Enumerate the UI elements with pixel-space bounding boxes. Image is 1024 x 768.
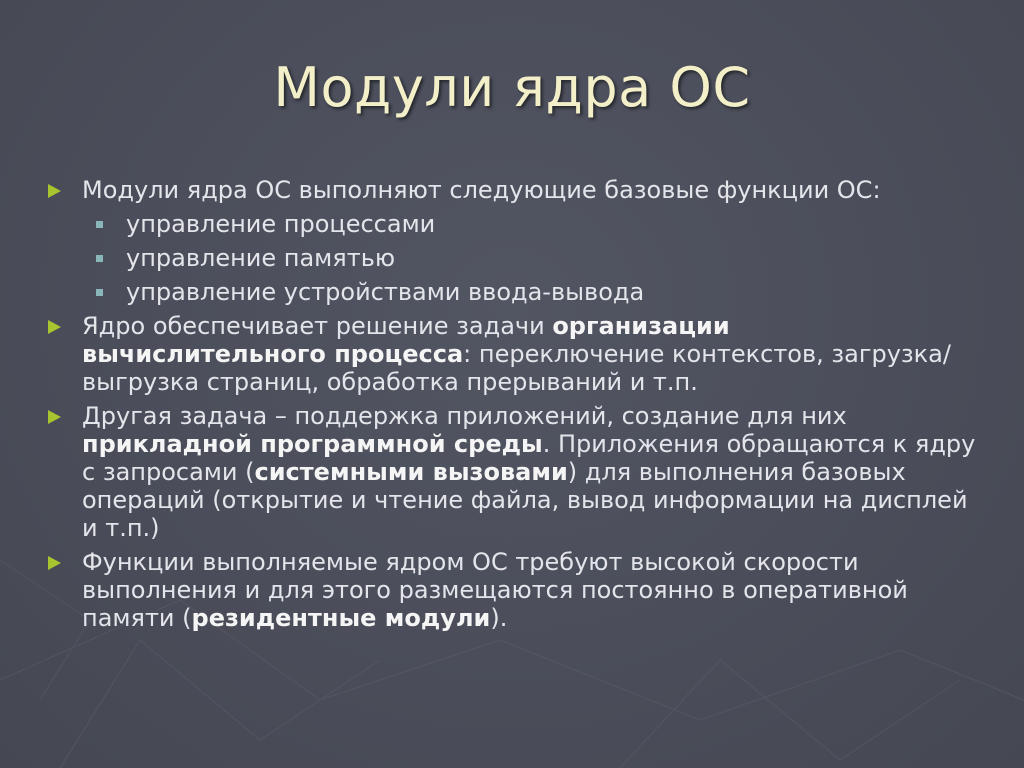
square-bullet-icon [96,255,103,262]
triangle-bullet-icon [48,410,61,424]
slide-title: Модули ядра ОС [273,56,751,119]
triangle-bullet-icon [48,556,61,570]
sub-item-2 [80,244,976,272]
bullet-item-4 [46,548,976,632]
bullet-text: Ядро обеспечивает решение задачи [82,312,553,340]
bullet-text: ). [490,604,508,632]
bullet-text: Модули ядра ОС выполняют следующие базовые функции ОС: [82,176,881,204]
bold-term: прикладной программной среды [82,430,543,458]
bullet-text: : переключение контекстов, загрузка/выгрузка страниц, обработка прерываний и т.п. [82,340,951,396]
bullet-text: ) для выполнения базовых операций (открытие и чтение файла, вывод информации на дисплей и т.п.) [82,458,968,542]
sub-item-text: управление устройствами ввода-вывода [126,278,645,306]
bullet-text: . Приложения обращаются к ядру с запросами ( [82,430,976,486]
slide-content [46,176,976,638]
sub-item-3 [80,278,976,306]
bullet-item-2 [46,312,976,396]
triangle-bullet-icon [48,320,61,334]
bold-term: резидентные модули [191,604,491,632]
triangle-bullet-icon [48,184,61,198]
square-bullet-icon [96,289,103,296]
bullet-item-1 [46,176,976,204]
bullet-text: Другая задача – поддержка приложений, создание для них [82,402,847,430]
sub-item-1 [80,210,976,238]
bullet-text: Функции выполняемые ядром ОС требуют высокой скорости выполнения и для этого размещаются постоянно в оперативной памяти ( [82,548,908,632]
sub-item-text: управление процессами [126,210,436,238]
bold-term: системными вызовами [254,458,568,486]
bold-term: организации вычислительного процесса [82,312,730,368]
bullet-item-3 [46,402,976,542]
sub-item-text: управление памятью [126,244,396,272]
square-bullet-icon [96,221,103,228]
